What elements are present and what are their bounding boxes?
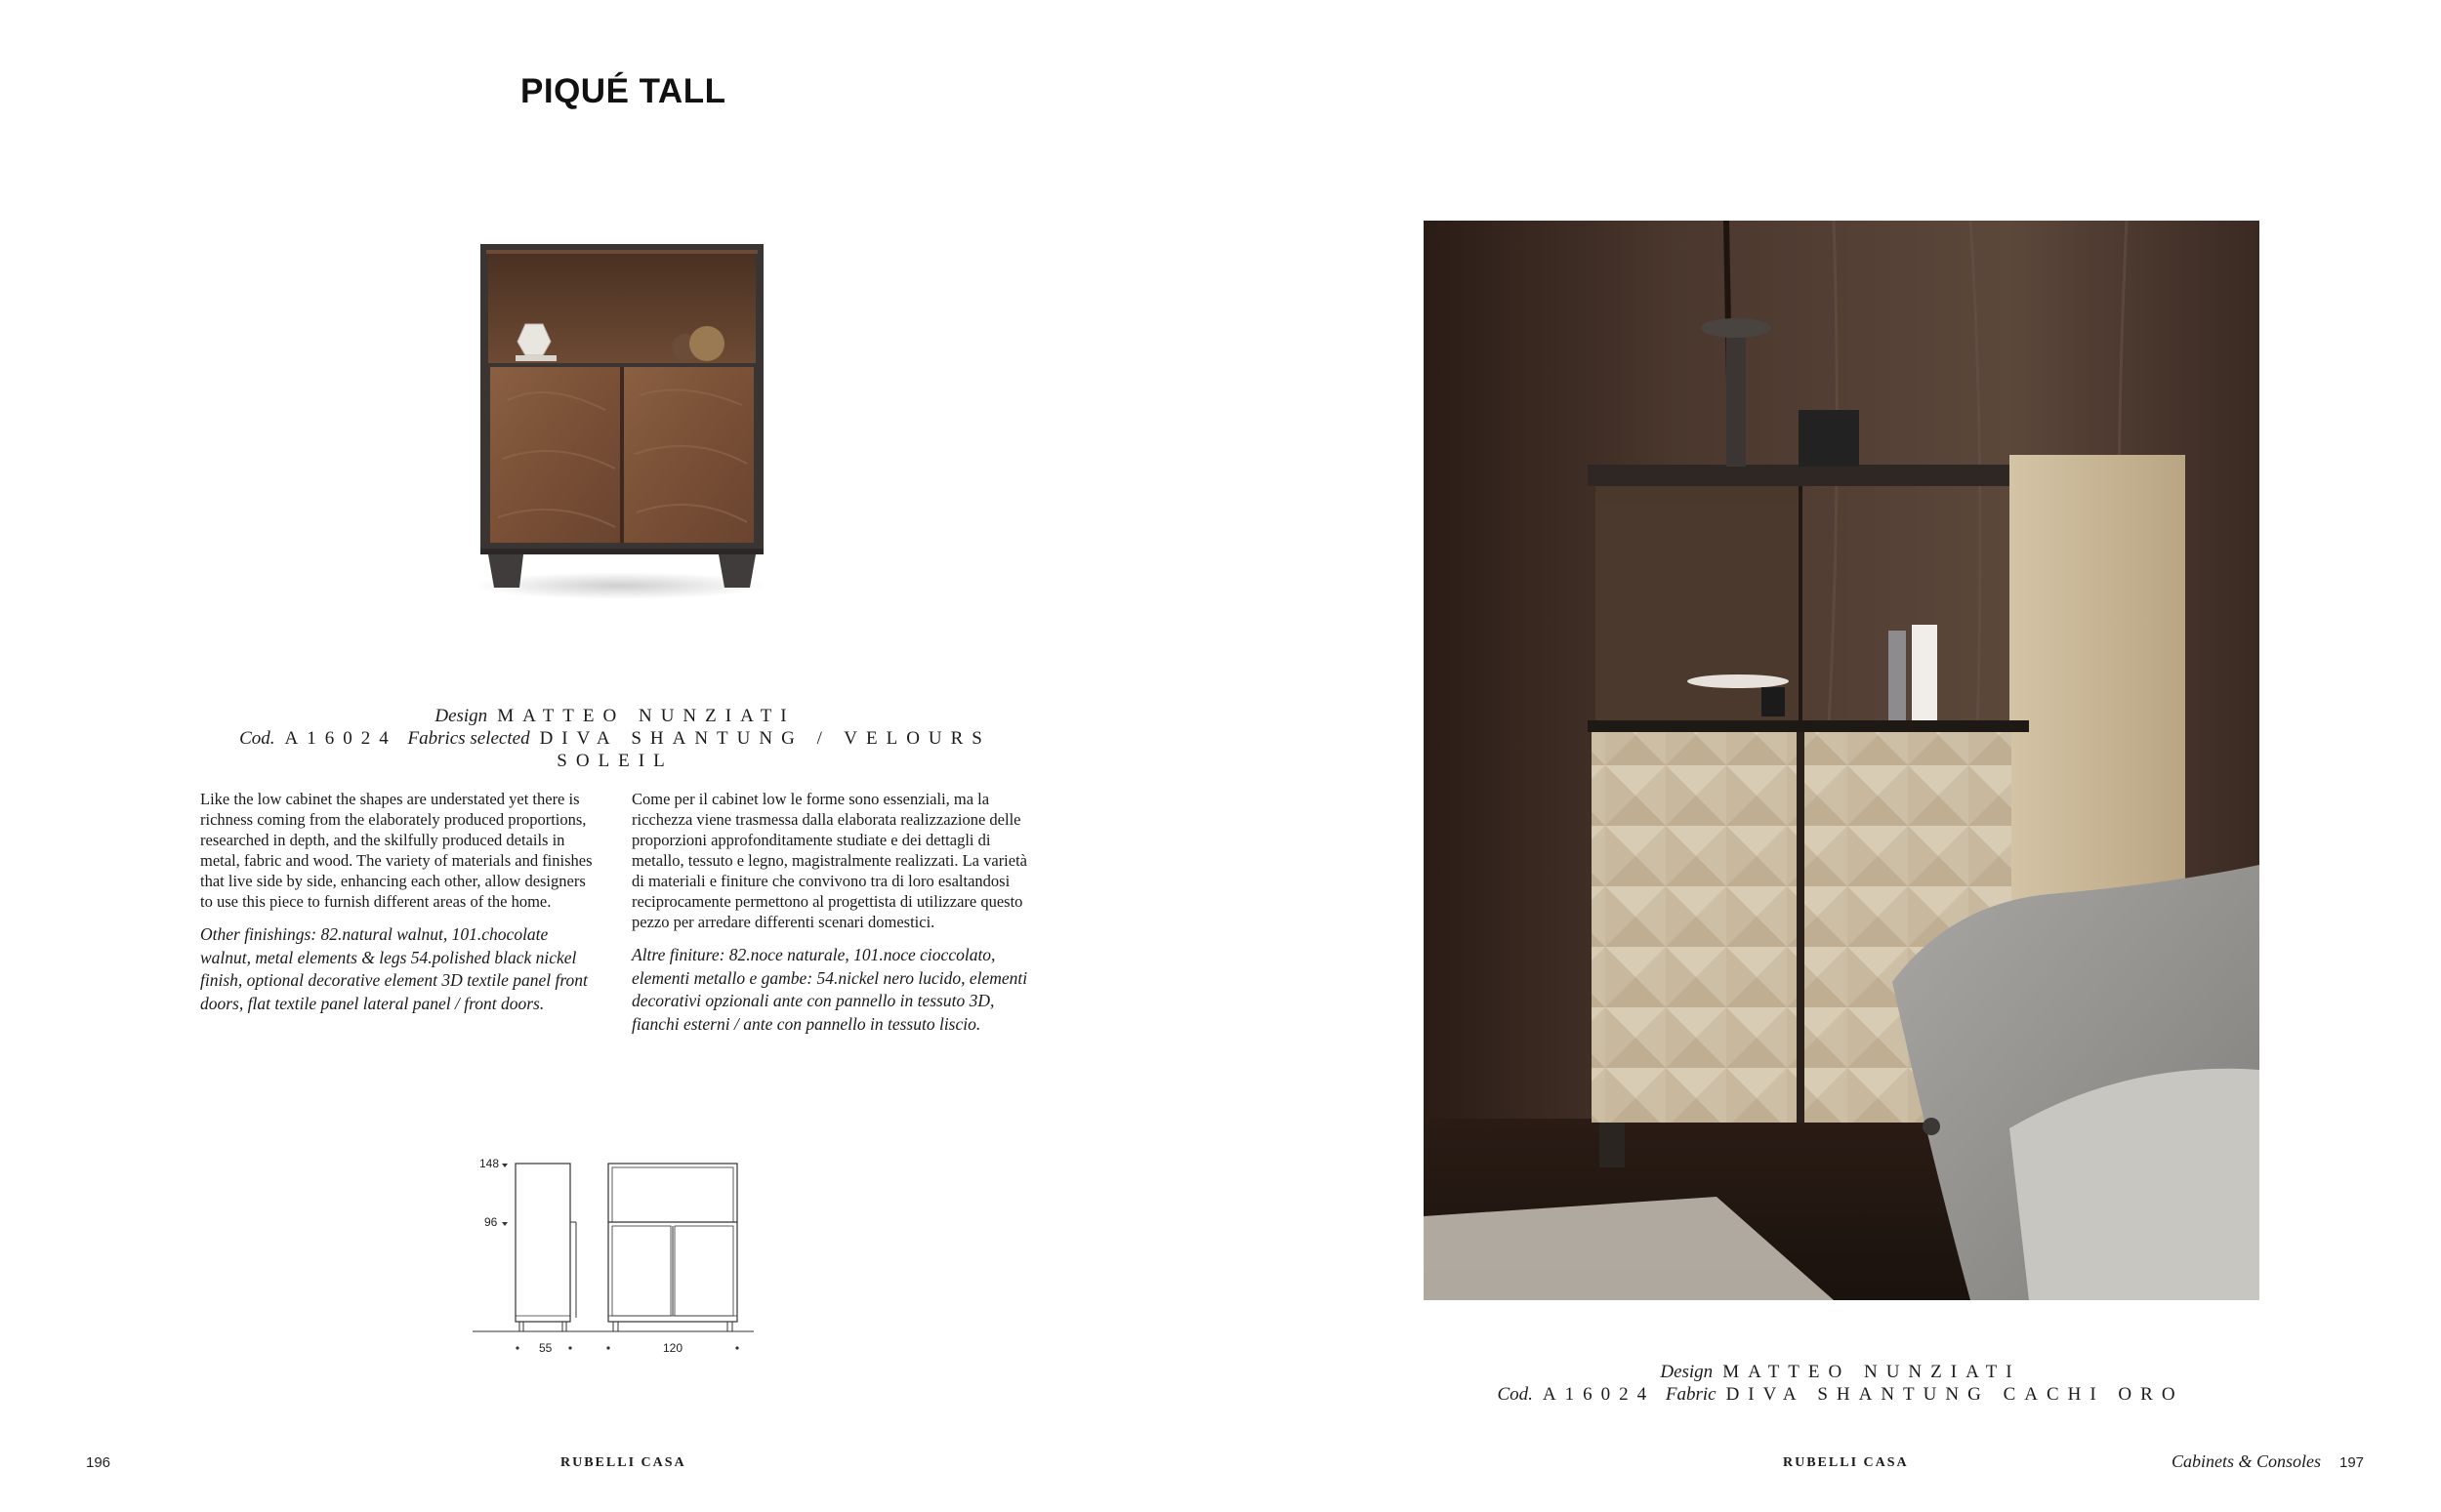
design-label: Design xyxy=(1660,1362,1714,1382)
design-credit-right xyxy=(1386,1361,2295,1406)
product-photo-cabinet xyxy=(469,234,771,605)
dim-depth: 55 xyxy=(539,1341,553,1355)
cod-label: Cod. xyxy=(1497,1384,1533,1405)
interior-photo xyxy=(1424,221,2259,1300)
brand-right: RUBELLI CASA xyxy=(1783,1455,1909,1470)
technical-drawing xyxy=(469,1150,762,1355)
italian-description xyxy=(632,789,1042,1047)
english-paragraph: Like the low cabinet the shapes are understated yet there is richness coming from the elaborately produced proportions, researched in depth, and the skilfully produced details in metal, fabric and wood. The variety of materials and finishes that live side by side, enhancing each other, allow designers to use this piece to furnish different areas of the home. xyxy=(200,790,593,911)
italian-finishings: Altre finiture: 82.noce naturale, 101.noce cioccolato, elementi metallo e gambe: 54.nickel nero lucido, elementi decorativi opzionali ante con pannello in tessuto 3D, fianchi esterni / ante con pannello in tessuto liscio. xyxy=(632,945,1028,1034)
designer-name: MATTEO NUNZIATI xyxy=(1722,1362,2021,1382)
design-credit-left xyxy=(176,705,1055,772)
design-label: Design xyxy=(434,706,488,726)
fabrics-label: Fabrics selected xyxy=(407,728,530,749)
fabrics-name: DIVA SHANTUNG / VELOURS SOLEIL xyxy=(539,728,991,771)
dim-height-mid: 96 xyxy=(484,1215,498,1229)
page-title: PIQUÉ TALL xyxy=(520,72,726,110)
cod-label: Cod. xyxy=(239,728,275,749)
page-number-right: 197 xyxy=(2339,1454,2365,1471)
dim-height-total: 148 xyxy=(479,1157,500,1170)
english-description xyxy=(200,789,596,1027)
italian-paragraph: Come per il cabinet low le forme sono essenziali, ma la ricchezza viene trasmessa dalla elaborata realizzazione delle proporzioni approfonditamente studiate e dei dettagli di metallo, tessuto e legno, magistralmente realizzati. La varietà di materiali e finiture che convivono tra di loro esaltandosi reciprocamente permettono al progettista di utilizzare questo pezzo per arredare differenti scenari domestici. xyxy=(632,790,1027,931)
dim-width: 120 xyxy=(663,1341,683,1355)
fabric-label: Fabric xyxy=(1665,1384,1717,1405)
product-code: A16024 xyxy=(284,728,397,749)
fabric-name: DIVA SHANTUNG CACHI ORO xyxy=(1725,1384,2184,1405)
english-finishings: Other finishings: 82.natural walnut, 101.chocolate walnut, metal elements & legs 54.polished black nickel finish, optional decorative element 3D textile panel front doors, flat textile panel lateral panel / front doors. xyxy=(200,924,588,1013)
designer-name: MATTEO NUNZIATI xyxy=(497,706,796,726)
section-title: Cabinets & Consoles xyxy=(2172,1451,2322,1471)
product-code: A16024 xyxy=(1542,1384,1656,1405)
brand-left: RUBELLI CASA xyxy=(560,1455,686,1470)
page-number-left: 196 xyxy=(86,1454,111,1471)
